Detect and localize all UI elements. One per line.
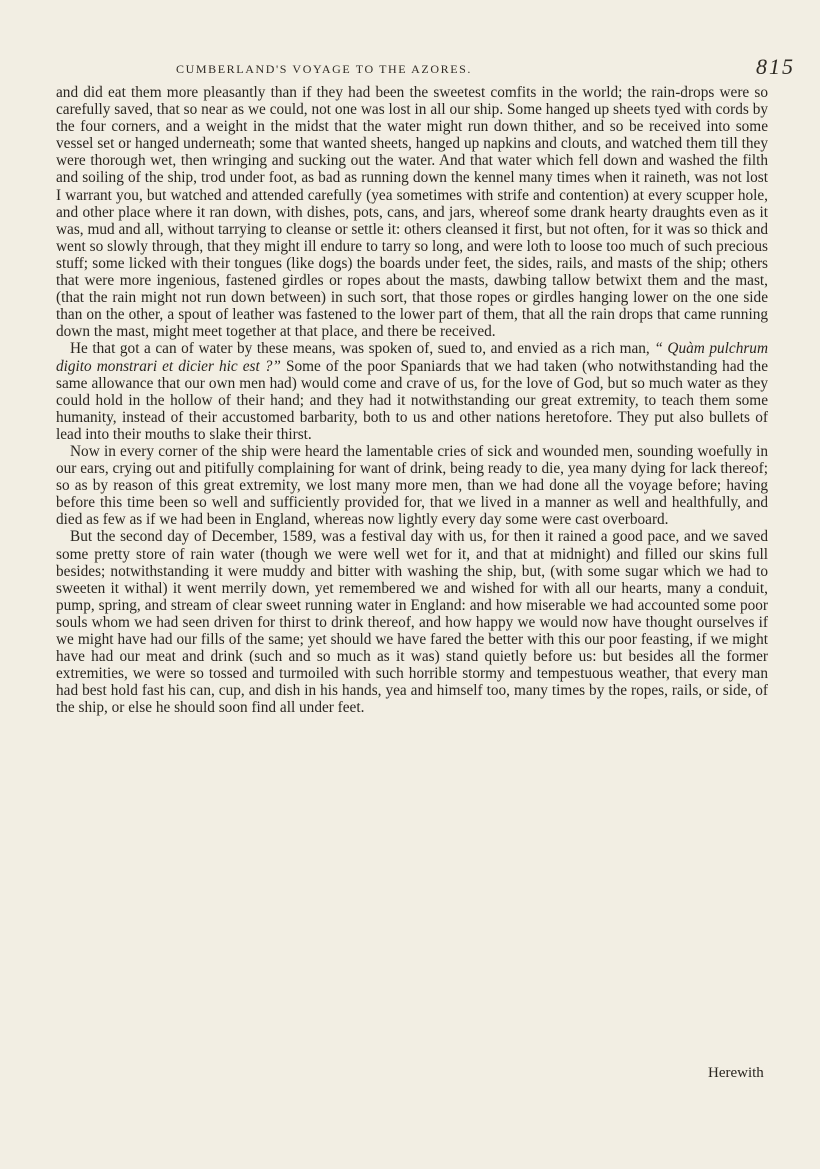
text-body	[56, 84, 768, 716]
page-number: 815	[756, 54, 795, 79]
running-title: CUMBERLAND'S VOYAGE TO THE AZORES.	[176, 62, 473, 76]
latin-quote: “ Quàm pulchrum digito monstrari et dicier hic est ?”	[56, 340, 769, 375]
paragraph-2	[56, 340, 768, 443]
paragraph-2-cont: Some of the poor Spaniards that we had taken (who notwithstanding had the same allowance that our own men had) would come and crave of us, for the love of God, but so much water as they could hold in the hollow of their hand; and they had it notwithstanding our great extremity, to teach them some humanity, instead of their accustomed barbarity, both to us and other nations heretofore. They put also bullets of lead into their mouths to slake their thirst.	[56, 357, 768, 443]
paragraph-3: Now in every corner of the ship were heard the lamentable cries of sick and wounded men, sounding woefully in our ears, crying out and pitifully complaining for want of drink, being ready to die, yea many dying for lack thereof; so as by reason of this great extremity, we lost many more men, than we had done all the voyage before; having before this time been so well and sufficiently provided for, that we lived in a manner as well and healthfully, and died as few as if we had been in England, whereas now lightly every day some were cast overboard.	[56, 442, 768, 529]
catchword: Herewith	[708, 1065, 764, 1081]
paragraph-4: But the second day of December, 1589, was a festival day with us, for then it rained a good pace, and we saved some pretty store of rain water (though we were well wet for it, and that at midnight) and filled our skins full besides; notwithstanding it were muddy and bitter with washing the ship, but, (with some sugar which we had to sweeten it withal) it went merrily down, yet remembered we and wished for with all our hearts, many a conduit, pump, spring, and stream of clear sweet running water in England: and how miserable we had accounted some poor souls whom we had seen driven for thirst to drink thereof, and how happy we would now have thought ourselves if we might have had our fills of the same; yet should we have fared the better with this our poor feasting, if we might have had our meat and drink (such and so much as it was) stand quietly before us: but besides all the former extremities, we were so tossed and turmoiled with such horrible stormy and tempestuous weather, that every man had best hold fast his can, cup, and dish in his hands, yea and himself too, many times by the ropes, rails, or side, of the ship, or else he should soon find all under feet.	[56, 528, 768, 717]
paragraph-2-text: He that got a can of water by these means, was spoken of, sued to, and envied as a rich man,	[70, 340, 650, 358]
paragraph-1: and did eat them more pleasantly than if they had been the sweetest comfits in the world; the rain-drops were so carefully saved, that so near as we could, not one was lost in all our ship. Some hanged up sheets tyed with cords by the four corners, and a weight in the midst that the water might run down thither, and so be received into some vessel set or hanged underneath; some that wanted sheets, hanged up napkins and clouts, and watched them till they were thorough wet, then wringing and sucking out the water. And that water which fell down and washed the filth and soiling of the ship, trod under foot, as bad as running down the kennel many times when it raineth, was not lost I warrant you, but watched and attended carefully (yea sometimes with strife and contention) at every scupper hole, and other place where it ran down, with dishes, pots, cans, and jars, whereof some drank hearty draughts even as it was, mud and all, without tarrying to cleanse or settle it: others cleansed it first, but not often, for it was so thick and went so slowly through, that they might ill endure to tarry so long, and were loth to loose too much of such precious stuff; some licked with their tongues (like dogs) the boards under feet, the sides, rails, and masts of the ship; others that were more ingenious, fastened girdles or ropes about the masts, dawbing tallow betwixt them and the mast, (that the rain might not run down between) in such sort, that those ropes or girdles hanging lower on the one side than on the other, a spout of leather was fastened to the lower part of them, that all the rain drops that came running down the mast, might meet together at that place, and there be received.	[56, 84, 768, 341]
